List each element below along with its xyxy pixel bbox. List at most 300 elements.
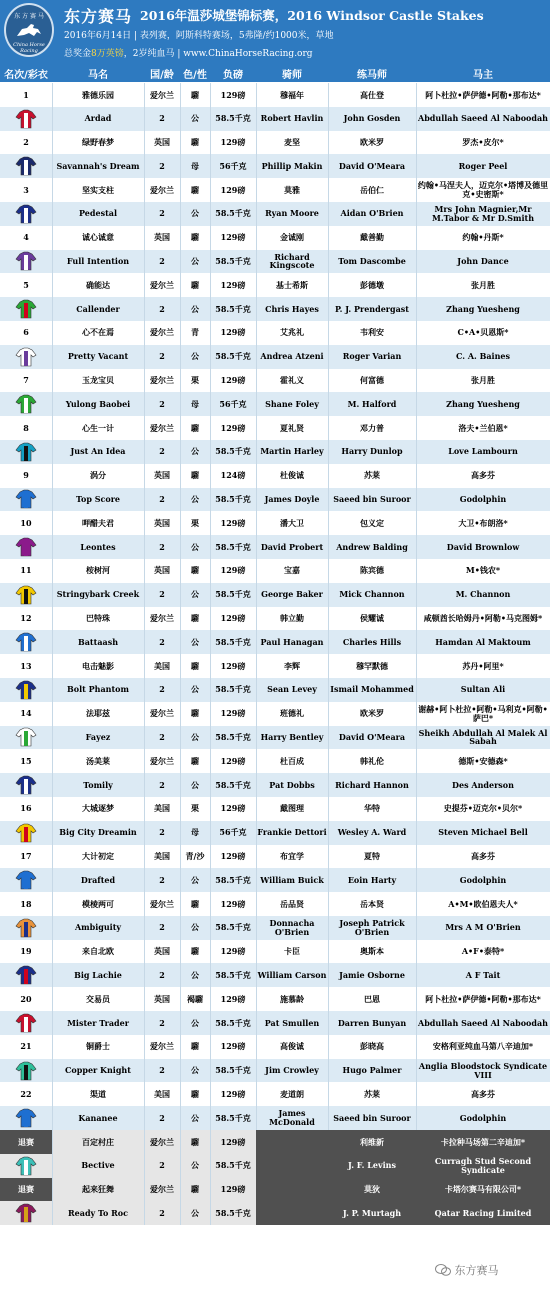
colour-or-sex: 栗 xyxy=(191,517,199,528)
owner: 卡塔尔赛马有限公司* xyxy=(416,1178,550,1202)
country-or-age: 爱尔兰 xyxy=(150,89,174,100)
runner-row-english xyxy=(0,868,550,892)
silks-cell xyxy=(0,1201,52,1225)
silks-icon xyxy=(15,680,37,700)
trainer: Saeed bin Suroor xyxy=(333,1112,411,1123)
silks-icon xyxy=(15,156,37,176)
horse-name: 电击魅影 xyxy=(82,660,114,671)
country-or-age: 爱尔兰 xyxy=(150,279,174,290)
silks-icon xyxy=(15,1061,37,1081)
colour-or-sex: 公 xyxy=(191,1207,199,1218)
colour-or-sex: 騮 xyxy=(191,1136,199,1147)
horse-name: Full Intention xyxy=(66,256,130,267)
colour-or-sex: 母 xyxy=(191,160,199,171)
jockey: 杜俊诚 xyxy=(280,470,304,481)
weight: 129磅 xyxy=(220,898,246,909)
race-info: 2016年6月14日 | 表列赛，阿斯科特赛场，5弗隆/约1000米，草地 xyxy=(64,31,334,41)
weight: 129磅 xyxy=(220,851,246,861)
weight: 129磅 xyxy=(220,946,246,957)
colour-or-sex: 騮 xyxy=(191,422,199,433)
weight: 129磅 xyxy=(220,1184,246,1195)
country-or-age: 英国 xyxy=(154,137,170,148)
weight: 129磅 xyxy=(220,232,246,243)
weight: 56千克 xyxy=(219,827,247,838)
finish-position: 15 xyxy=(20,755,32,766)
owner: M. Channon xyxy=(455,589,511,600)
trainer: 奥斯本 xyxy=(360,946,384,957)
colour-or-sex: 母 xyxy=(191,398,199,409)
runner-row-english xyxy=(0,297,550,321)
weight: 58.5千克 xyxy=(215,589,251,600)
jockey: 戴图理 xyxy=(280,803,304,814)
jockey: Robert Havlin xyxy=(260,113,324,124)
jockey: James Doyle xyxy=(264,494,320,505)
country-or-age: 2 xyxy=(159,1160,165,1171)
weight: 129磅 xyxy=(220,1088,246,1099)
weight: 58.5千克 xyxy=(215,684,251,695)
country-or-age: 2 xyxy=(159,541,165,552)
silks-icon xyxy=(15,489,37,509)
jockey xyxy=(256,1154,328,1178)
runner-row-chinese xyxy=(0,131,550,155)
horse-name: 诚心诚意 xyxy=(82,232,114,243)
silks-cell xyxy=(0,773,52,797)
runner-row-chinese xyxy=(0,987,550,1011)
horse-icon xyxy=(14,20,44,40)
column-header-country-age: 国/龄 xyxy=(150,70,174,81)
owner: Zhang Yuesheng xyxy=(446,398,520,409)
country-or-age: 英国 xyxy=(154,470,170,481)
silks-icon xyxy=(15,1203,37,1223)
silks-icon xyxy=(15,347,37,367)
prize-value: 8万英镑 xyxy=(91,49,124,59)
column-header-position: 名次/彩衣 xyxy=(4,70,48,81)
colour-or-sex: 騮 xyxy=(191,470,199,481)
owner: 张月胜 xyxy=(471,375,495,386)
horse-name: 来自北欧 xyxy=(82,946,114,957)
country-or-age: 爱尔兰 xyxy=(150,755,174,766)
trainer: John Gosden xyxy=(343,113,401,124)
horse-name: 涡分 xyxy=(90,470,106,481)
weight: 129磅 xyxy=(220,1136,246,1147)
jockey: Ryan Moore xyxy=(265,208,319,219)
horse-name: Stringybark Creek xyxy=(56,589,140,600)
trainer: P. J. Prendergast xyxy=(334,303,409,314)
owner: Sultan Ali xyxy=(460,684,506,695)
country-or-age: 2 xyxy=(159,922,165,933)
owner: 高多芬 xyxy=(471,470,495,481)
weight: 129磅 xyxy=(220,803,246,814)
runner-row-english xyxy=(0,250,550,274)
owner: Hamdan Al Maktoum xyxy=(435,636,531,647)
owner: 安格利亚纯血马第八辛迪加* xyxy=(432,1041,534,1052)
silks-icon xyxy=(15,442,37,462)
logo-subtext: China Horse Racing xyxy=(13,42,45,54)
horse-name: Fayez xyxy=(85,732,111,743)
horse-name: Ready To Roc xyxy=(68,1207,128,1218)
trainer: 利维新 xyxy=(328,1130,416,1154)
silks-cell xyxy=(0,1011,52,1035)
finish-position: 19 xyxy=(20,946,32,957)
finish-position: 退赛 xyxy=(0,1130,52,1154)
runner-row-chinese xyxy=(0,892,550,916)
runner-row-chinese xyxy=(0,226,550,250)
runner-row-chinese xyxy=(0,654,550,678)
prize-prefix: 总奖金 xyxy=(64,49,92,59)
weight: 129磅 xyxy=(220,708,246,719)
jockey: William Carson xyxy=(257,969,327,980)
owner: Mrs A M O'Brien xyxy=(445,922,521,933)
trainer: 陈宾德 xyxy=(360,565,384,576)
silks-icon xyxy=(15,394,37,414)
column-header-horse: 马名 xyxy=(88,70,108,81)
horse-name: 雅德乐园 xyxy=(82,89,114,100)
owner: 阿卜杜拉•萨伊德•阿勒•那布达* xyxy=(425,89,541,100)
country-or-age: 爱尔兰 xyxy=(150,184,174,195)
colour-or-sex: 褐騮 xyxy=(187,993,203,1004)
country-or-age: 2 xyxy=(159,1112,165,1123)
runner-row-chinese xyxy=(0,749,550,773)
weight: 129磅 xyxy=(220,755,246,766)
runner-row-chinese xyxy=(0,702,550,726)
trainer: 华特 xyxy=(364,803,380,814)
country-or-age: 美国 xyxy=(154,803,170,814)
country-or-age: 爱尔兰 xyxy=(150,375,174,386)
owner: A F Tait xyxy=(465,969,501,980)
trainer: 莫狄 xyxy=(328,1178,416,1202)
silks-icon xyxy=(15,109,37,129)
runner-row-chinese xyxy=(0,416,550,440)
country-or-age: 爱尔兰 xyxy=(150,1184,174,1195)
owner: 卡拉种马场第二辛迪加* xyxy=(416,1130,550,1154)
finish-position: 10 xyxy=(20,517,32,528)
race-title: 2016年温莎城堡锦标赛，2016 Windsor Castle Stakes xyxy=(140,8,484,23)
jockey: William Buick xyxy=(260,874,324,885)
horse-name: Pretty Vacant xyxy=(67,351,129,362)
colour-or-sex: 公 xyxy=(191,684,199,695)
jockey: Jim Crowley xyxy=(265,1065,319,1076)
silks-icon xyxy=(15,537,37,557)
prize-suffix: ，2岁纯血马 | www.ChinaHorseRacing.org xyxy=(123,49,313,59)
horse-name: 绿野春梦 xyxy=(82,137,114,148)
runner-row-english xyxy=(0,726,550,750)
trainer: M. Halford xyxy=(347,398,397,409)
runner-row-english xyxy=(0,1201,550,1225)
horse-name: Kananee xyxy=(78,1112,118,1123)
trainer: Darren Bunyan xyxy=(337,1017,407,1028)
runner-row-chinese xyxy=(0,83,550,107)
owner: Des Anderson xyxy=(452,779,514,790)
colour-or-sex: 公 xyxy=(191,208,199,219)
horse-name: Savannah's Dream xyxy=(56,160,140,171)
owner: 大卫•布朗洛* xyxy=(458,517,508,528)
column-header-jockey: 骑师 xyxy=(282,70,302,81)
silks-icon xyxy=(15,632,37,652)
trainer: 邓力普 xyxy=(360,422,384,433)
silks-cell xyxy=(0,107,52,131)
trainer: 欧米罗 xyxy=(360,708,384,719)
jockey: Pat Dobbs xyxy=(269,779,315,790)
runner-row-english xyxy=(0,107,550,131)
country-or-age: 2 xyxy=(159,732,165,743)
runner-row-chinese xyxy=(0,845,550,869)
silks-cell xyxy=(0,678,52,702)
trainer: 包义定 xyxy=(360,517,384,528)
weight: 58.5千克 xyxy=(215,1207,251,1218)
owner: Qatar Racing Limited xyxy=(416,1201,550,1225)
column-header-weight: 负磅 xyxy=(223,70,243,81)
horse-name: 起来狂舞 xyxy=(82,1184,114,1195)
weight: 124磅 xyxy=(220,470,246,481)
finish-position: 11 xyxy=(20,565,32,576)
country-or-age: 英国 xyxy=(154,946,170,957)
trainer: J. P. Murtagh xyxy=(328,1201,416,1225)
jockey: 莫雅 xyxy=(284,184,300,195)
weight: 58.5千克 xyxy=(215,208,251,219)
trainer: 岳本贤 xyxy=(360,898,384,909)
country-or-age: 2 xyxy=(159,351,165,362)
horse-name: 心不在焉 xyxy=(82,327,114,338)
weight: 58.5千克 xyxy=(215,541,251,552)
finish-position: 4 xyxy=(23,232,29,243)
colour-or-sex: 騮 xyxy=(191,708,199,719)
runner-row-chinese xyxy=(0,559,550,583)
weight: 58.5千克 xyxy=(215,113,251,124)
trainer: 苏莱 xyxy=(364,470,380,481)
country-or-age: 2 xyxy=(159,779,165,790)
horse-name: 玉龙宝贝 xyxy=(82,375,114,386)
owner: Godolphin xyxy=(459,874,507,885)
weight: 58.5千克 xyxy=(215,256,251,267)
colour-or-sex: 騮 xyxy=(191,137,199,148)
finish-position: 5 xyxy=(23,279,29,290)
weight: 129磅 xyxy=(220,993,246,1004)
owner: 罗杰•皮尔* xyxy=(462,137,504,148)
horse-name: Ardad xyxy=(84,113,112,124)
weight: 58.5千克 xyxy=(215,732,251,743)
runner-row-chinese xyxy=(0,607,550,631)
trainer: 岳伯仁 xyxy=(360,184,384,195)
jockey: Phillip Makin xyxy=(261,160,323,171)
horse-name: 巴特珠 xyxy=(86,613,110,624)
runner-row-english xyxy=(0,488,550,512)
silks-icon xyxy=(15,585,37,605)
finish-position: 18 xyxy=(20,898,32,909)
colour-or-sex: 騮 xyxy=(191,1184,199,1195)
trainer: 夏特 xyxy=(364,851,380,861)
horse-name: Mister Trader xyxy=(67,1017,129,1028)
country-or-age: 美国 xyxy=(154,851,170,861)
trainer: 韦利安 xyxy=(360,327,384,338)
weight: 56千克 xyxy=(219,398,247,409)
country-or-age: 爱尔兰 xyxy=(150,1041,174,1052)
weight: 58.5千克 xyxy=(215,351,251,362)
runner-row-chinese xyxy=(0,321,550,345)
country-or-age: 2 xyxy=(159,303,165,314)
trainer: 苏莱 xyxy=(364,1088,380,1099)
weight: 129磅 xyxy=(220,1041,246,1052)
trainer: Saeed bin Suroor xyxy=(333,494,411,505)
runner-row-chinese xyxy=(0,1130,550,1154)
owner: 苏丹•阿里* xyxy=(462,660,504,671)
silks-icon xyxy=(15,204,37,224)
trainer: Tom Dascombe xyxy=(338,256,406,267)
country-or-age: 2 xyxy=(159,827,165,838)
silks-cell xyxy=(0,250,52,274)
trainer: Mick Channon xyxy=(339,589,405,600)
trainer: Charles Hills xyxy=(342,636,402,647)
trainer: 韩礼伦 xyxy=(360,755,384,766)
horse-name: Yulong Baobei xyxy=(65,398,131,409)
finish-position: 14 xyxy=(20,708,32,719)
silks-cell xyxy=(0,392,52,416)
jockey: 高俊诚 xyxy=(280,1041,304,1052)
runner-row-chinese xyxy=(0,178,550,202)
owner: Godolphin xyxy=(459,1112,507,1123)
silks-cell xyxy=(0,488,52,512)
runner-row-chinese xyxy=(0,511,550,535)
country-or-age: 2 xyxy=(159,1017,165,1028)
horse-name: 确能达 xyxy=(86,279,110,290)
jockey: 宝嘉 xyxy=(284,565,300,576)
runner-row-english xyxy=(0,1059,550,1083)
owner: Godolphin xyxy=(459,494,507,505)
horse-name: Battaash xyxy=(77,636,119,647)
jockey: 李辉 xyxy=(284,660,300,671)
horse-name: 桉树河 xyxy=(86,565,110,576)
watermark-text: 东方赛马 xyxy=(454,1264,499,1277)
finish-position: 13 xyxy=(20,660,32,671)
runner-row-chinese xyxy=(0,369,550,393)
jockey: 韩立勤 xyxy=(280,613,304,624)
trainer: 欧米罗 xyxy=(360,137,384,148)
trainer: David O'Meara xyxy=(338,160,406,171)
weight: 129磅 xyxy=(220,184,246,195)
country-or-age: 爱尔兰 xyxy=(150,1136,174,1147)
runner-row-chinese xyxy=(0,797,550,821)
trainer: Aidan O'Brien xyxy=(340,208,404,219)
weight: 129磅 xyxy=(220,565,246,576)
runner-row-english xyxy=(0,583,550,607)
country-or-age: 2 xyxy=(159,874,165,885)
runner-row-english xyxy=(0,535,550,559)
column-header-owner: 马主 xyxy=(473,70,493,81)
owner: Mrs John Magnier,Mr M.Tabor & Mr D.Smith xyxy=(431,204,535,223)
colour-or-sex: 公 xyxy=(191,732,199,743)
horse-name: Pedestal xyxy=(79,208,117,219)
colour-or-sex: 公 xyxy=(191,1112,199,1123)
jockey: 夏礼贤 xyxy=(280,422,304,433)
trainer: Harry Dunlop xyxy=(341,446,403,457)
colour-or-sex: 公 xyxy=(191,303,199,314)
weight: 129磅 xyxy=(220,327,246,338)
colour-or-sex: 騮 xyxy=(191,565,199,576)
horse-name: 铜爵士 xyxy=(86,1041,110,1052)
owner: C•A•贝恩斯* xyxy=(457,327,509,338)
jockey: Sean Levey xyxy=(267,684,317,695)
trainer: 彭晓高 xyxy=(360,1041,384,1052)
country-or-age: 2 xyxy=(159,446,165,457)
trainer: Hugo Palmer xyxy=(342,1065,402,1076)
runner-row-english xyxy=(0,440,550,464)
country-or-age: 2 xyxy=(159,398,165,409)
finish-position: 退赛 xyxy=(0,1178,52,1202)
jockey: 金诚刚 xyxy=(280,232,304,243)
finish-position: 2 xyxy=(23,137,29,148)
colour-or-sex: 騮 xyxy=(191,660,199,671)
weight: 58.5千克 xyxy=(215,636,251,647)
weight: 58.5千克 xyxy=(215,1160,251,1171)
trainer: Richard Hannon xyxy=(335,779,409,790)
jockey: 霍礼义 xyxy=(280,375,304,386)
colour-or-sex: 騮 xyxy=(191,279,199,290)
owner: 谢赫•阿卜杜拉•阿勒•马利克•阿勒•萨巴* xyxy=(418,703,548,723)
owner: A•F•泰特* xyxy=(461,946,505,957)
colour-or-sex: 公 xyxy=(191,541,199,552)
colour-or-sex: 公 xyxy=(191,589,199,600)
jockey: 布宜学 xyxy=(280,851,304,861)
colour-or-sex: 公 xyxy=(191,1017,199,1028)
finish-position: 21 xyxy=(20,1041,32,1052)
jockey: Harry Bentley xyxy=(260,732,324,743)
runner-row-english xyxy=(0,1154,550,1178)
colour-or-sex: 騮 xyxy=(191,89,199,100)
owner: 约翰•马涅夫人，迈克尔•塔博及德里克•史密斯* xyxy=(417,180,549,200)
trainer: 戴善勤 xyxy=(360,232,384,243)
horse-name: 法耶兹 xyxy=(86,708,110,719)
country-or-age: 英国 xyxy=(154,517,170,528)
trainer: Wesley A. Ward xyxy=(337,827,407,838)
finish-position: 22 xyxy=(20,1088,32,1099)
jockey: 卡臣 xyxy=(284,946,300,957)
horse-name: Ambiguity xyxy=(74,922,122,933)
jockey: 艾兆礼 xyxy=(280,327,304,338)
trainer: 侯耀诚 xyxy=(360,613,384,624)
trainer: Roger Varian xyxy=(342,351,402,362)
country-or-age: 爱尔兰 xyxy=(150,327,174,338)
horse-name: Tomily xyxy=(83,779,113,790)
jockey: 杜百成 xyxy=(280,755,304,766)
colour-or-sex: 騮 xyxy=(191,1041,199,1052)
horse-name: Drafted xyxy=(80,874,116,885)
silks-icon xyxy=(15,870,37,890)
runner-row-english xyxy=(0,1106,550,1130)
silks-cell xyxy=(0,868,52,892)
jockey: Frankie Dettori xyxy=(257,827,327,838)
watermark xyxy=(435,1262,499,1278)
finish-position: 16 xyxy=(20,803,32,814)
silks-icon xyxy=(15,299,37,319)
horse-name: Copper Knight xyxy=(65,1065,131,1076)
country-or-age: 2 xyxy=(159,969,165,980)
horse-name: 百定村庄 xyxy=(82,1136,114,1147)
jockey: Richard Kingscote xyxy=(269,251,315,271)
weight: 129磅 xyxy=(220,137,246,148)
trainer: David O'Meara xyxy=(338,732,406,743)
colour-or-sex: 公 xyxy=(191,494,199,505)
owner: Curragh Stud Second Syndicate xyxy=(416,1154,550,1178)
brand-name: 东方赛马 xyxy=(64,7,133,26)
horse-name: Bective xyxy=(81,1160,115,1171)
jockey: George Baker xyxy=(261,589,323,600)
owner: 高多芬 xyxy=(471,851,495,861)
runner-row-chinese xyxy=(0,464,550,488)
weight: 58.5千克 xyxy=(215,446,251,457)
runner-row-english xyxy=(0,678,550,702)
trainer: J. F. Levins xyxy=(328,1154,416,1178)
country-or-age: 2 xyxy=(159,494,165,505)
jockey xyxy=(256,1178,328,1202)
